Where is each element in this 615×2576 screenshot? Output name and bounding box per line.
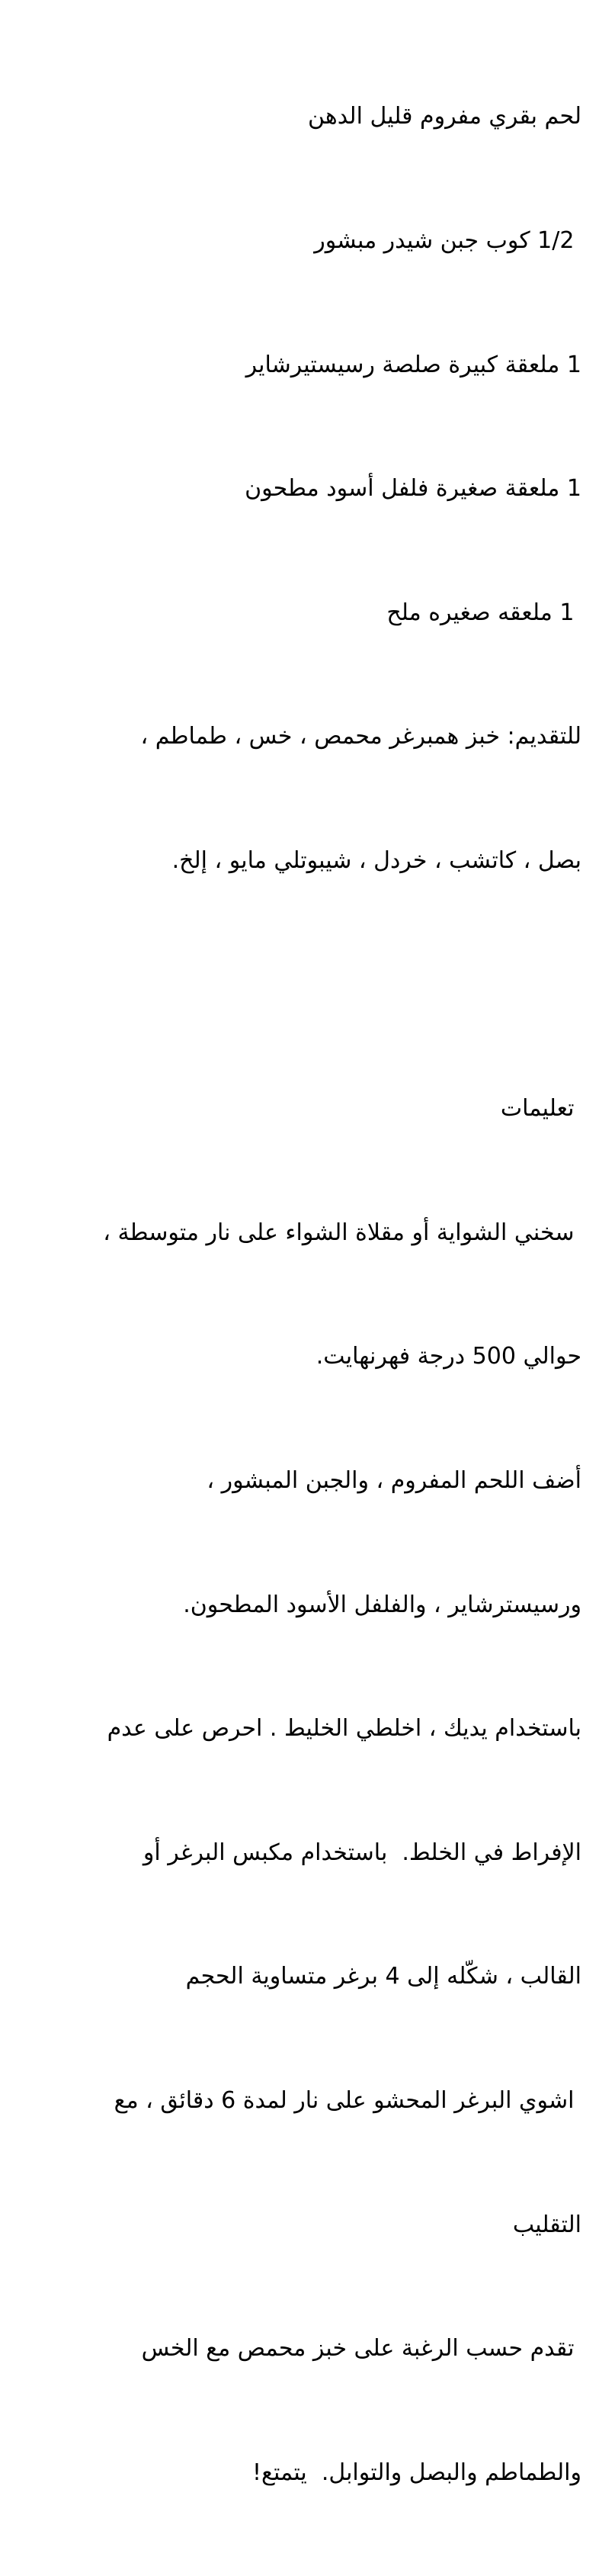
- instruction-line: حوالي 500 درجة فهرنهايت.: [316, 1343, 581, 1370]
- ingredient-line: لحم بقري مفروم قليل الدهن: [308, 103, 581, 130]
- instruction-line: سخني الشواية أو مقلاة الشواء على نار متوسطة ،: [103, 1219, 581, 1246]
- instruction-line: القالب ، شكّله إلى 4 برغر متساوية الحجم: [185, 1963, 581, 1990]
- instruction-line: التقليب: [512, 2211, 581, 2238]
- instruction-line: الإفراط في الخلط. باستخدام مكبس البرغر أو: [143, 1839, 581, 1866]
- instructions-title: تعليمات: [500, 1095, 581, 1123]
- serving-line: بصل ، كاتشب ، خردل ، شيبوتلي مايو ، إلخ.: [171, 846, 581, 874]
- ingredient-line: 1/2 كوب جبن شيدر مبشور: [314, 227, 581, 254]
- ingredient-line: 1 ملعقة صغيرة فلفل أسود مطحون: [245, 475, 581, 503]
- blank-line: [21, 965, 581, 1006]
- serving-line: للتقديم: خبز همبرغر محمص ، خس ، طماطم ،: [140, 723, 581, 750]
- ingredient-line: 1 ملعقه صغيره ملح: [386, 599, 581, 626]
- ingredient-line: 1 ملعقة كبيرة صلصة رسيستيرشاير: [245, 351, 581, 378]
- instruction-line: ورسيسترشاير ، والفلفل الأسود المطحون.: [183, 1591, 581, 1618]
- instruction-line: باستخدام يديك ، اخلطي الخليط . احرص على عدم: [107, 1715, 581, 1742]
- instruction-line: تقدم حسب الرغبة على خبز محمص مع الخس: [141, 2335, 581, 2362]
- instruction-line: والطماطم والبصل والتوابل. يتمتع!: [251, 2459, 581, 2486]
- recipe-text: [21, 14, 581, 2576]
- instruction-line: اشوي البرغر المحشو على نار لمدة 6 دقائق ، مع: [114, 2086, 581, 2114]
- instruction-line: أضف اللحم المفروم ، والجبن المبشور ،: [207, 1466, 581, 1494]
